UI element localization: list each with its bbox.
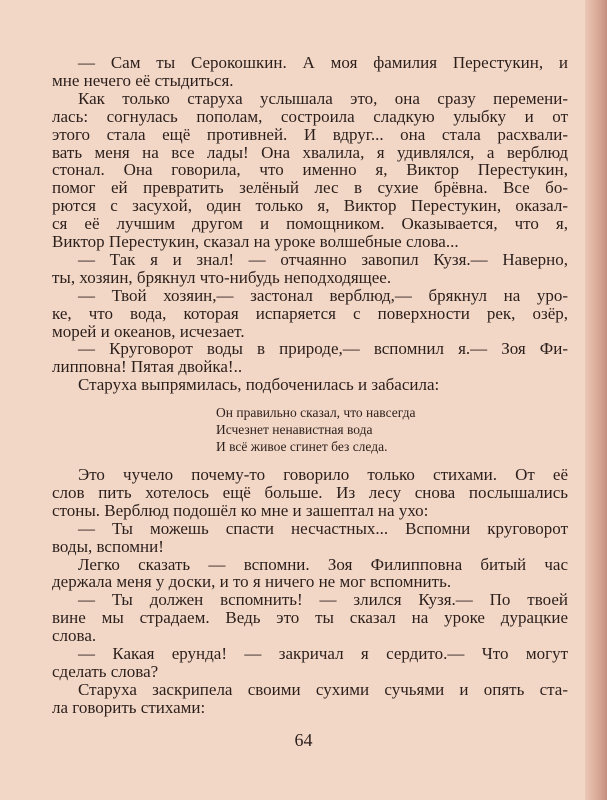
text-line: стоны. Верблюд подошёл ко мне и зашептал на ухо:	[52, 501, 429, 520]
poem-line: Он правильно сказал, что навсегда	[216, 405, 416, 420]
text-line: липповна! Пятая двойка!..	[52, 357, 243, 376]
text-line: слова.	[52, 626, 97, 645]
text-line: — Твой хозяин,— застонал верблюд,— брякнул на уро-	[78, 286, 568, 305]
text-line: сделать слова?	[52, 662, 159, 681]
text-line: — Так я и знал! — отчаянно завопил Кузя.— Наверно,	[78, 250, 568, 269]
text-line: Старуха заскрипела своими сухими сучьями и опять ста-	[78, 680, 568, 699]
text-line: лась: согнулась пополам, состроила сладкую улыбку и от	[52, 107, 568, 126]
text-line: ке, что вода, которая испаряется с поверхности рек, озёр,	[52, 304, 568, 323]
text-line: — Сам ты Серокошкин. А моя фамилия Перестукин, и	[78, 53, 568, 72]
text-line: стонал. Она говорила, что именно я, Виктор Перестукин,	[52, 160, 568, 179]
text-line: Это чучело почему-то говорило только стихами. От её	[78, 465, 568, 484]
text-line: ты, хозяин, брякнул что-нибудь неподходящее.	[52, 268, 392, 287]
text-line: рются с засухой, один только я, Виктор Перестукин, оказал-	[52, 196, 568, 215]
text-line: — Ты можешь спасти несчастных... Вспомни круговорот	[78, 519, 568, 538]
text-line: Как только старуха услышала это, она сразу перемени-	[78, 89, 568, 108]
text-line: ла говорить стихами:	[52, 698, 206, 717]
poem-line: Исчезнет ненавистная вода	[216, 422, 373, 437]
text-line: — Ты должен вспомнить! — злился Кузя.— По твоей	[78, 590, 568, 609]
text-line: вине мы страдаем. Ведь это ты сказал на уроке дурацкие	[52, 608, 568, 627]
text-line: помог ей превратить зелёный лес в сухие брёвна. Все бо-	[52, 178, 568, 197]
text-line: — Какая ерунда! — закричал я сердито.— Что могут	[78, 644, 568, 663]
text-line: вать меня на все лады! Она хвалила, я удивлялся, а верблюд	[52, 143, 568, 162]
text-line: морей и океанов, исчезает.	[52, 322, 245, 341]
text-line: мне нечего её стыдиться.	[52, 71, 234, 90]
text-line: этого стала ещё противней. И вдруг... она стала расхвали-	[52, 125, 568, 144]
text-line: слов пить хотелось ещё больше. Из лесу снова послышались	[52, 483, 568, 502]
text-line: Виктор Перестукин, сказал на уроке волшебные слова...	[52, 232, 459, 251]
text-line: воды, вспомни!	[52, 537, 164, 556]
page-number: 64	[294, 730, 313, 750]
text-line: Легко сказать — вспомни. Зоя Филипповна битый час	[78, 555, 568, 574]
text-line: держала меня у доски, и то я ничего не мог вспомнить.	[52, 572, 452, 591]
text-line: ся её лучшим другом и помощником. Оказывается, что я,	[52, 214, 568, 233]
text-line: Старуха выпрямилась, подбоченилась и забасила:	[78, 375, 440, 394]
poem-line: И всё живое сгинет без следа.	[216, 439, 388, 454]
text-line: — Круговорот воды в природе,— вспомнил я.— Зоя Фи-	[78, 339, 568, 358]
